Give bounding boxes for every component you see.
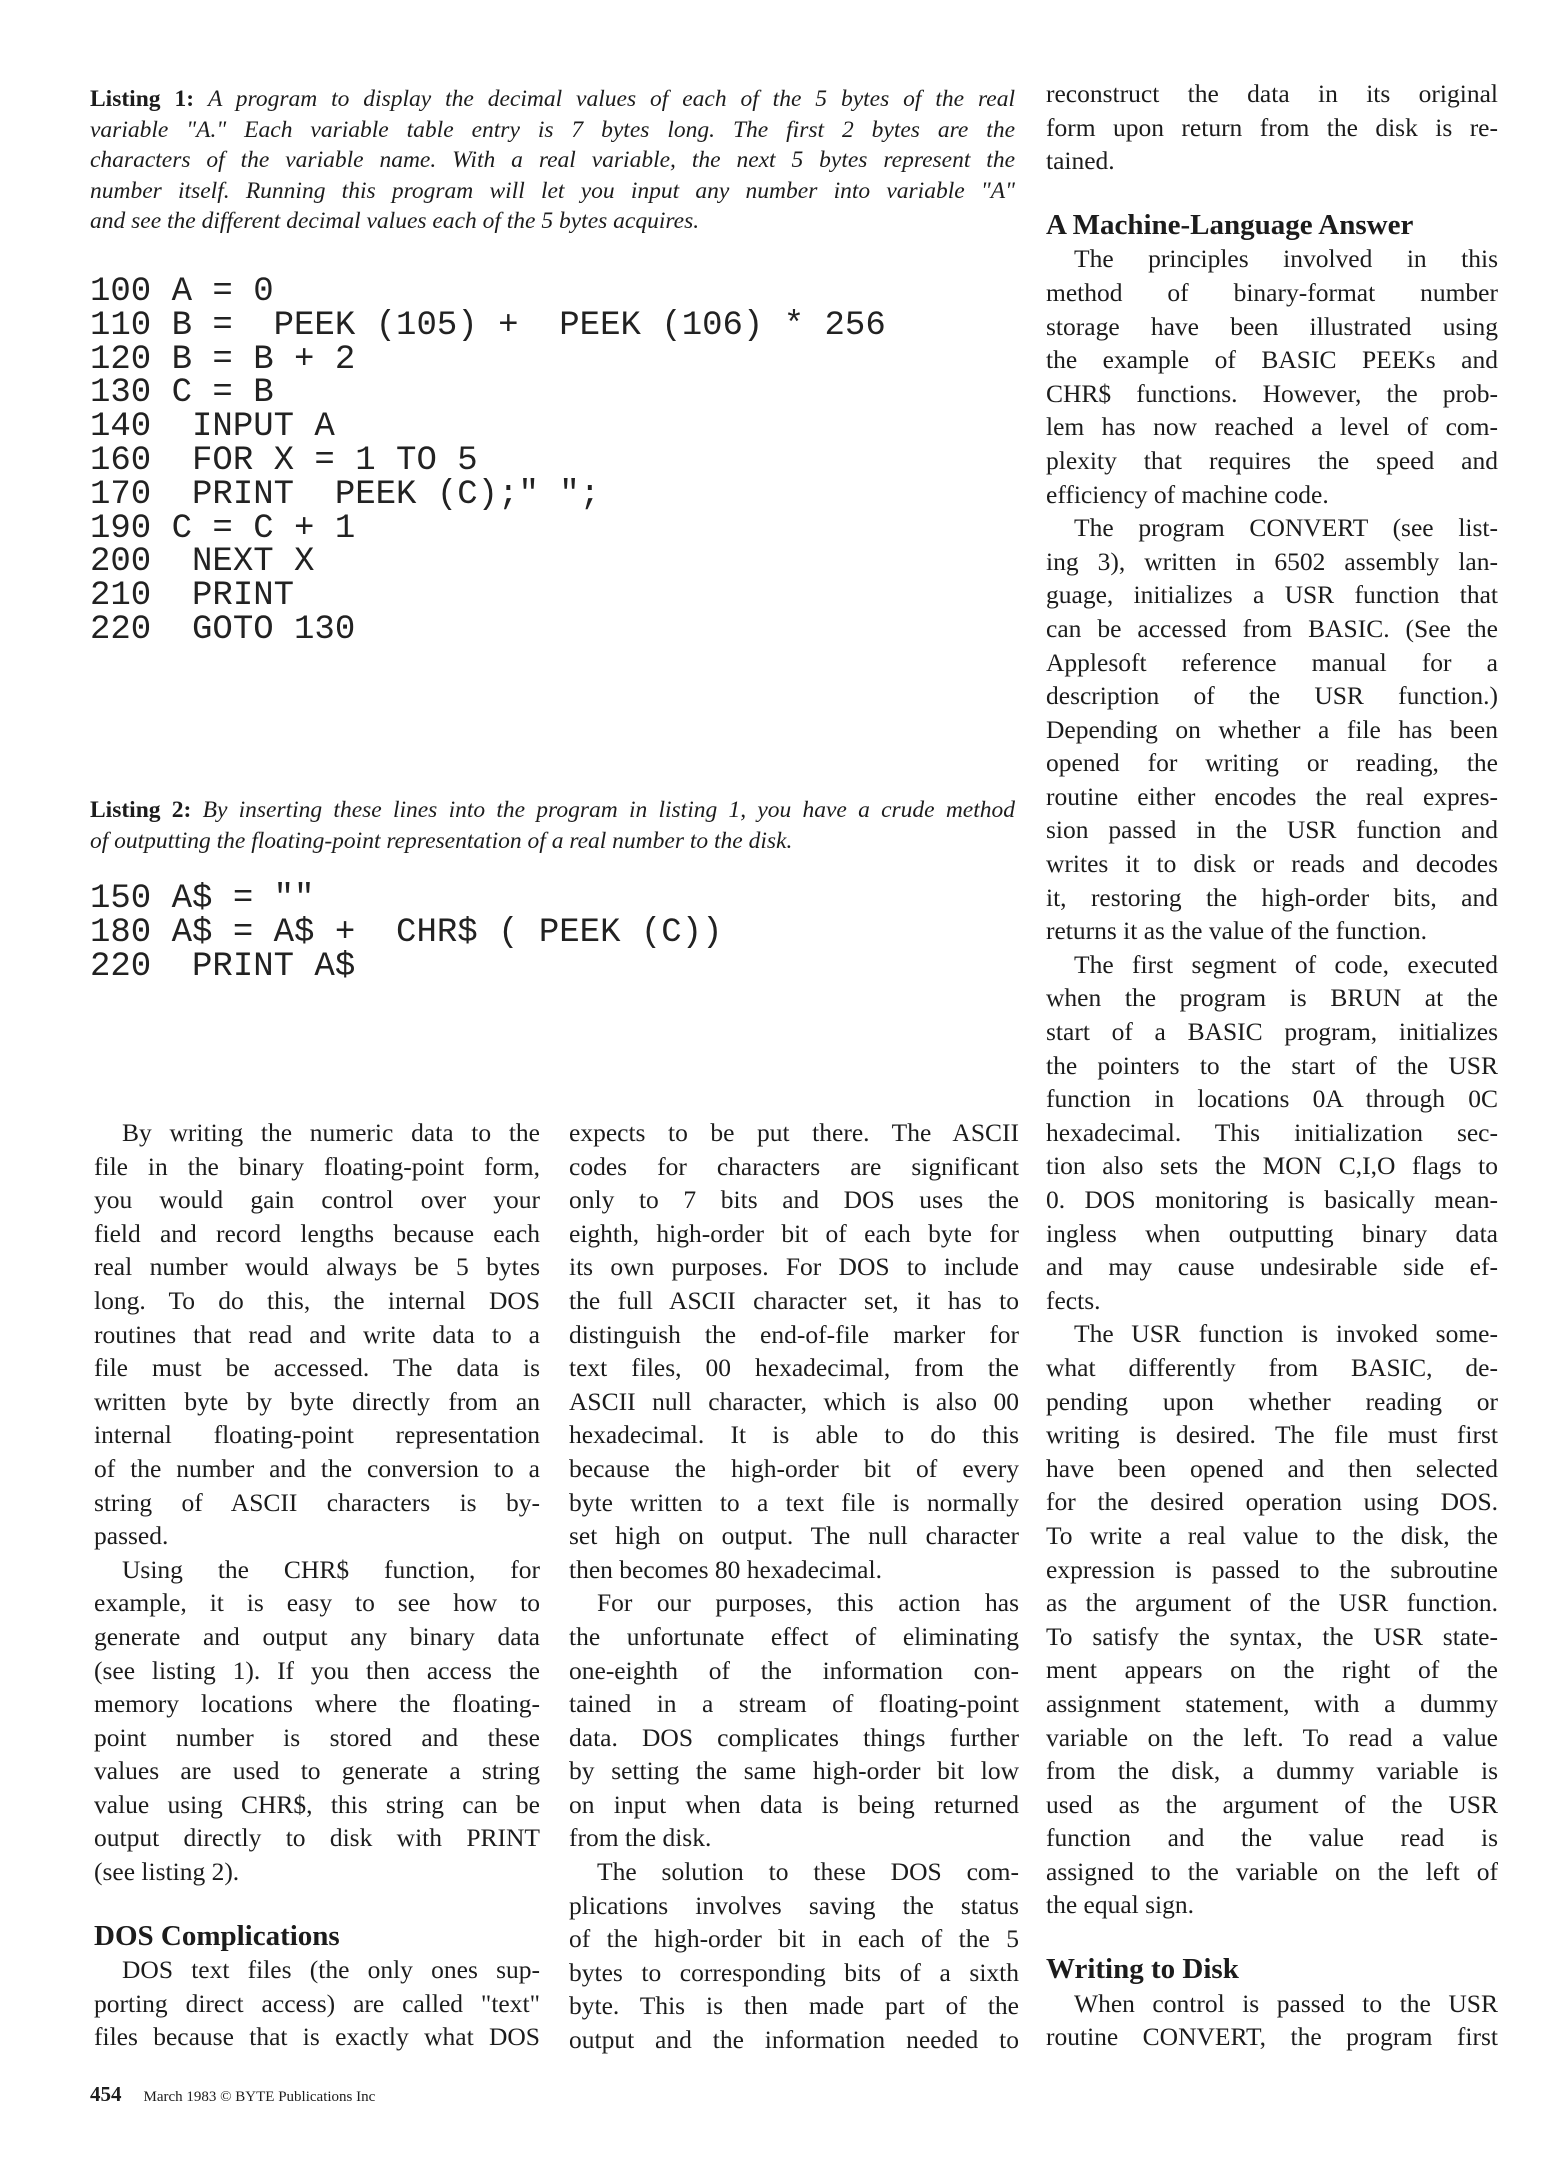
text-line: the example of BASIC PEEKs and [1046,345,1498,375]
text-line: field and record lengths because each [94,1218,540,1248]
text-line: Depending on whether a file has been [1046,714,1498,744]
text-line: To write a real value to the disk, the [1046,1520,1498,1550]
text-line: the equal sign. [1046,1890,1195,1920]
text-line: By writing the numeric data to the [122,1118,540,1147]
paragraph [1046,77,1498,178]
text-line: variable on the left. To read a value [1046,1722,1498,1752]
text-line: ing 3), written in 6502 assembly lan- [1046,546,1498,576]
text-line: files because that is exactly what DOS [94,2022,540,2052]
text-line: plications involves saving the status [569,1890,1019,1920]
caption-text: and see the different decimal values each of the 5 bytes acquires. [90,208,700,234]
text-line: Using the CHR$ function, for [122,1554,540,1584]
code-line: 200 NEXT X [90,543,315,582]
caption-line [90,206,1015,237]
text-line: byte written to a text file is normally [569,1487,1019,1517]
text-line: one-eighth of the information con- [569,1655,1019,1685]
paragraph [94,1953,540,2054]
code-line: 220 GOTO 130 [90,610,356,649]
text-line: the full ASCII character set, it has to [569,1285,1019,1315]
text-line: have been opened and then selected [1046,1453,1498,1483]
text-line: for the desired operation using DOS. [1046,1487,1498,1517]
text-line: sion passed in the USR function and [1046,815,1498,845]
text-line: Applesoft reference manual for a [1046,647,1498,677]
text-line: ingless when outputting binary data [1046,1218,1498,1248]
text-line: lem has now reached a level of com- [1046,412,1498,442]
paragraph [94,1553,540,1889]
text-line: ASCII null character, which is also 00 [569,1386,1019,1416]
text-line: start of a BASIC program, initializes [1046,1017,1498,1047]
text-line: The program CONVERT (see list- [1074,513,1498,543]
text-line: internal floating-point representation [94,1420,540,1450]
text-line: DOS text files (the only ones sup- [122,1955,540,1985]
text-line: When control is passed to the USR [1074,1988,1498,2018]
paragraph [1046,511,1498,948]
caption-text: characters of the variable name. With a real variable, the next 5 bytes represent the [90,147,1015,173]
text-line: can be accessed from BASIC. (See the [1046,613,1498,643]
text-line: point number is stored and these [94,1722,540,1752]
text-line: passed. [94,1521,169,1551]
caption-line [90,826,1015,857]
text-line: set high on output. The null character [569,1521,1019,1551]
text-line: reconstruct the data in its original [1046,79,1498,108]
text-line: assigned to the variable on the left of [1046,1856,1498,1886]
text-line: the unfortunate effect of eliminating [569,1621,1019,1651]
code-line: 130 C = B [90,374,274,413]
text-line: output directly to disk with PRINT [94,1823,540,1853]
text-line: output and the information needed to [569,2025,1019,2055]
text-line: (see listing 2). [94,1857,240,1887]
text-line: bytes to corresponding bits of a sixth [569,1957,1019,1987]
text-line: text files, 00 hexadecimal, from the [569,1353,1019,1383]
text-line: its own purposes. For DOS to include [569,1252,1019,1282]
code-line: 170 PRINT PEEK (C);" "; [90,475,601,514]
text-line: porting direct access) are called "text" [94,1988,540,2018]
code-line: 100 A = 0 [90,273,274,311]
text-line: byte. This is then made part of the [569,1991,1019,2021]
caption-text: By inserting these lines into the program in listing 1, you have a crude method [202,797,1016,823]
text-line: file in the binary floating-point form, [94,1151,540,1181]
text-line: you would gain control over your [94,1185,540,1215]
page-footer [90,2082,375,2107]
text-line: distinguish the end-of-file marker for [569,1319,1019,1349]
caption-line [90,115,1015,146]
copyright-line: March 1983 © BYTE Publications Inc [143,2089,376,2105]
text-line: 0. DOS monitoring is basically mean- [1046,1185,1498,1214]
text-line: tion also sets the MON C,I,O flags to [1046,1151,1498,1181]
text-line: returns it as the value of the function. [1046,916,1427,946]
text-line: method of binary-format number [1046,277,1498,307]
text-line: routine either encodes the real expres- [1046,781,1498,811]
text-line: routine CONVERT, the program first [1046,2022,1498,2052]
text-line: (see listing 1). If you then access the [94,1655,540,1685]
text-line: long. To do this, the internal DOS [94,1285,540,1315]
text-line: generate and output any binary data [94,1621,540,1651]
code-line: 220 PRINT A$ [90,947,356,986]
text-line: routines that read and write data to a [94,1319,540,1349]
paragraph [569,1586,1019,1855]
text-line: CHR$ functions. However, the prob- [1046,378,1498,408]
column-middle [569,1116,1019,2057]
text-line: from the disk. [569,1823,712,1853]
text-line: writes it to disk or reads and decodes [1046,849,1498,879]
text-line: and may cause undesirable side ef- [1046,1252,1498,1282]
text-line: because the high-order bit of every [569,1453,1019,1483]
listing-1-caption [90,84,1015,237]
text-line: efficiency of machine code. [1046,479,1329,509]
text-line: For our purposes, this action has [597,1588,1019,1618]
text-line: on input when data is being returned [569,1789,1019,1819]
paragraph [569,1855,1019,2057]
section-heading: A Machine-Language Answer [1046,208,1414,241]
text-line: opened for writing or reading, the [1046,748,1498,778]
caption-line [90,176,1015,207]
text-line: description of the USR function.) [1046,681,1498,711]
text-line: tained. [1046,146,1115,176]
section-heading: Writing to Disk [1046,1953,1239,1986]
paragraph [94,1116,540,1553]
caption-text: of outputting the floating-point representation of a real number to the disk. [90,827,793,854]
text-line: file must be accessed. The data is [94,1353,540,1383]
code-line: 110 B = PEEK (105) + PEEK (106) * 256 [90,306,886,345]
text-line: eighth, high-order bit of each byte for [569,1218,1019,1248]
caption-line [90,795,1015,826]
text-line: The first segment of code, executed [1074,949,1498,979]
text-line: form upon return from the disk is re- [1046,112,1498,142]
text-line: of the number and the conversion to a [94,1453,540,1483]
text-line: The USR function is invoked some- [1074,1319,1498,1349]
text-line: the pointers to the start of the USR [1046,1050,1498,1080]
listing-1-code [90,273,886,649]
text-line: only to 7 bits and DOS uses the [569,1185,1019,1215]
text-line: pending upon whether reading or [1046,1386,1498,1416]
paragraph [569,1116,1019,1586]
text-line: values are used to generate a string [94,1756,540,1786]
code-line: 150 A$ = "" [90,880,315,918]
code-line: 160 FOR X = 1 TO 5 [90,441,478,480]
caption-text: number itself. Running this program will let you input any number into variable "A" [90,177,1015,204]
text-line: expects to be put there. The ASCII [569,1118,1019,1147]
text-line: written byte by byte directly from an [94,1386,540,1416]
text-line: writing is desired. The file must first [1046,1420,1498,1450]
paragraph [1046,1987,1498,2054]
section-heading: DOS Complications [94,1919,340,1952]
text-line: expression is passed to the subroutine [1046,1554,1498,1584]
caption-line [90,145,1015,176]
text-line: The principles involved in this [1074,244,1498,274]
caption-text: variable "A." Each variable table entry is 7 bytes long. The first 2 bytes are the [90,116,1015,143]
code-line: 190 C = C + 1 [90,509,356,548]
text-line: function in locations 0A through 0C [1046,1084,1498,1114]
text-line: memory locations where the floating- [94,1689,540,1719]
column-left [94,1116,540,2054]
text-line: ment appears on the right of the [1046,1655,1498,1685]
text-line: hexadecimal. This initialization sec- [1046,1117,1498,1147]
text-line: it, restoring the high-order bits, and [1046,882,1498,912]
text-line: by setting the same high-order bit low [569,1756,1019,1786]
text-line: tained in a stream of floating-point [569,1689,1019,1719]
text-line: value using CHR$, this string can be [94,1789,540,1819]
paragraph [1046,948,1498,1318]
text-line: string of ASCII characters is by- [94,1487,540,1517]
paragraph [1046,1317,1498,1922]
listing-2-code [90,880,723,986]
caption-line [90,84,1015,115]
text-line: guage, initializes a USR function that [1046,580,1498,610]
column-right [1046,77,1498,2054]
text-line: function and the value read is [1046,1823,1498,1853]
text-line: fects. [1046,1285,1101,1315]
listing-2-caption [90,795,1015,856]
text-line: as the argument of the USR function. [1046,1588,1498,1618]
text-line: real number would always be 5 bytes [94,1252,540,1282]
listing-label: Listing 2: [90,797,192,823]
caption-text: A program to display the decimal values of each of the 5 bytes of the real [207,86,1015,112]
text-line: hexadecimal. It is able to do this [569,1420,1019,1450]
paragraph [1046,242,1498,511]
text-line: storage have been illustrated using [1046,311,1498,341]
text-line: codes for characters are significant [569,1151,1019,1181]
code-line: 180 A$ = A$ + CHR$ ( PEEK (C)) [90,913,723,952]
code-line: 120 B = B + 2 [90,340,356,379]
text-line: what differently from BASIC, de- [1046,1352,1498,1382]
text-line: data. DOS complicates things further [569,1722,1019,1752]
text-line: of the high-order bit in each of the 5 [569,1924,1019,1954]
code-line: 140 INPUT A [90,408,335,447]
text-line: when the program is BRUN at the [1046,983,1498,1013]
listing-label: Listing 1: [90,86,195,112]
text-line: assignment statement, with a dummy [1046,1688,1498,1718]
text-line: then becomes 80 hexadecimal. [569,1554,882,1584]
text-line: plexity that requires the speed and [1046,445,1498,475]
text-line: used as the argument of the USR [1046,1789,1498,1819]
text-line: from the disk, a dummy variable is [1046,1756,1498,1786]
code-line: 210 PRINT [90,577,295,616]
text-line: example, it is easy to see how to [94,1588,540,1618]
page-number: 454 [90,2082,122,2106]
text-line: To satisfy the syntax, the USR state- [1046,1621,1498,1651]
text-line: The solution to these DOS com- [597,1857,1019,1887]
